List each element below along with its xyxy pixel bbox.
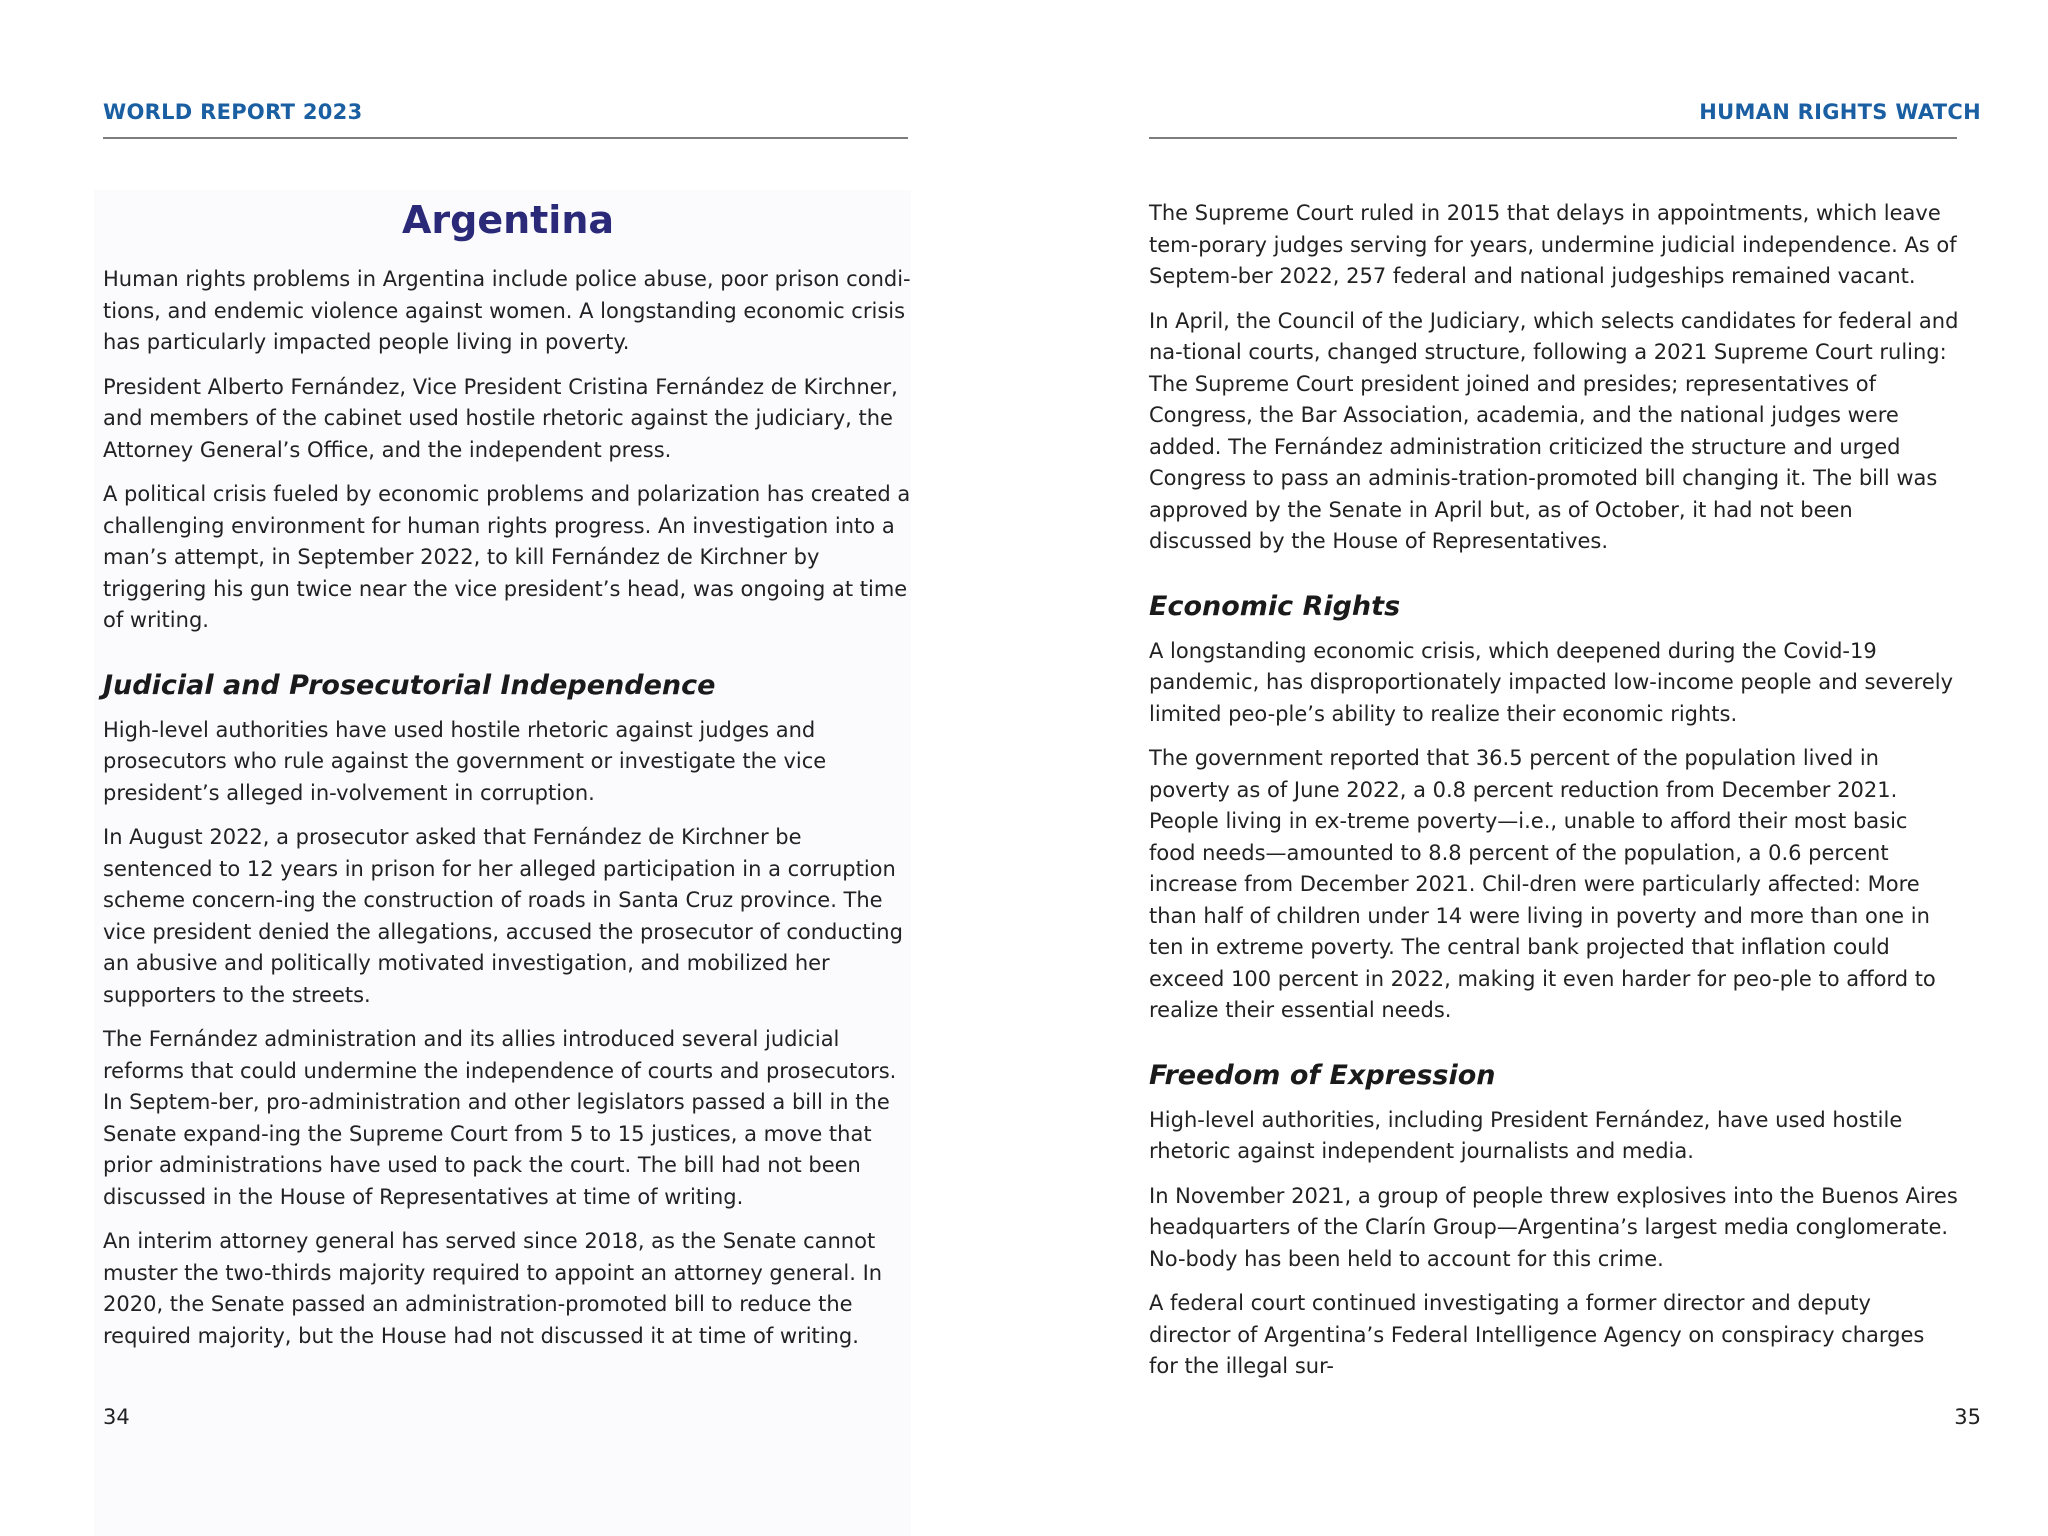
section-heading-judicial: Judicial and Prosecutorial Independence	[103, 669, 716, 701]
intro-paragraph: Human rights problems in Argentina include police abuse, poor prison condi-tions, and endemic violence against women. A longstanding economic crisis has particularly impacted people living in poverty.	[103, 267, 911, 354]
expression-paragraph: High-level authorities, including President Fernández, have used hostile rhetoric against independent journalists and media.	[1149, 1107, 1903, 1163]
running-head-right: HUMAN RIGHTS WATCH	[1699, 100, 1981, 124]
section-heading-economic: Economic Rights	[1149, 590, 1401, 622]
header-rule-right	[1149, 137, 1957, 139]
judicial-paragraph: An interim attorney general has served since 2018, as the Senate cannot muster the two-thirds majority required to appoint an attorney general. In 2020, the Senate passed an administration-promoted bill to reduce the required majority, but the House had not discussed it at time of writing.	[103, 1229, 883, 1348]
page-number-right: 35	[1954, 1405, 1981, 1429]
right-page	[1024, 0, 2048, 1536]
page-number-left: 34	[103, 1405, 130, 1429]
section-heading-expression: Freedom of Expression	[1149, 1059, 1496, 1091]
economic-paragraph: A longstanding economic crisis, which deepened during the Covid-19 pandemic, has disproportionately impacted low-income people and severely limited peo-ple’s ability to realize their economic rights.	[1149, 638, 1954, 726]
judicial-paragraph: The Supreme Court ruled in 2015 that delays in appointments, which leave tem-porary judges serving for years, undermine judicial independence. As of Septem-ber 2022, 257 federal and national judgeships remained vacant.	[1149, 201, 1957, 288]
country-title: Argentina	[401, 198, 615, 242]
expression-paragraph: A federal court continued investigating a former director and deputy director of Argentina’s Federal Intelligence Agency on conspiracy charges for the illegal sur-	[1149, 1291, 1925, 1378]
left-text-column	[103, 192, 913, 1365]
intro-paragraph: President Alberto Fernández, Vice President Cristina Fernández de Kirchner, and members of the cabinet used hostile rhetoric against the judiciary, the Attorney General’s Office, and the independent press.	[103, 374, 898, 462]
intro-paragraph: A political crisis fueled by economic problems and polarization has created a challenging environment for human rights progress. An investigation into a man’s attempt, in September 2022, to kill Fernández de Kirchner by triggering his gun twice near the vice president’s head, was ongoing at time of writing.	[103, 482, 911, 632]
judicial-paragraph: In August 2022, a prosecutor asked that Fernández de Kirchner be sentenced to 12 years in prison for her alleged participation in a corruption scheme concern-ing the construction of roads in Santa Cruz province. The vice president denied the allegations, accused the prosecutor of conducting an abusive and politically motivated investigation, and mobilized her supporters to the streets.	[103, 825, 903, 1007]
judicial-paragraph: In April, the Council of the Judiciary, which selects candidates for federal and na-tional courts, changed structure, following a 2021 Supreme Court ruling: The Supreme Court president joined and presides; representatives of Congress, the Bar Association, academia, and the national judges were added. The Fernández administration criticized the structure and urged Congress to pass an adminis-tration-promoted bill changing it. The bill was approved by the Senate in April but, as of October, it had not been discussed by the House of Representatives.	[1149, 308, 1959, 553]
economic-paragraph: The government reported that 36.5 percent of the population lived in poverty as of June 2022, a 0.8 percent reduction from December 2021. People living in ex-treme poverty—i.e., unable to afford their most basic food needs—amounted to 8.8 percent of the population, a 0.6 percent increase from December 2021. Chil-dren were particularly affected: More than half of children under 14 were living in poverty and more than one in ten in extreme poverty. The central bank projected that inflation could exceed 100 percent in 2022, making it even harder for peo-ple to afford to realize their essential needs.	[1149, 746, 1936, 1022]
judicial-paragraph: The Fernández administration and its allies introduced several judicial reforms that could undermine the independence of courts and prosecutors. In Septem-ber, pro-administration and other legislators passed a bill in the Senate expand-ing the Supreme Court from 5 to 15 justices, a move that prior administrations have used to pack the court. The bill had not been discussed in the House of Representatives at time of writing.	[103, 1027, 897, 1209]
right-text-column	[1149, 198, 1959, 1396]
header-rule-left	[103, 137, 908, 139]
running-head-left: WORLD REPORT 2023	[103, 100, 363, 124]
expression-paragraph: In November 2021, a group of people threw explosives into the Buenos Aires headquarters of the Clarín Group—Argentina’s largest media conglomerate. No-body has been held to account for this crime.	[1149, 1183, 1958, 1271]
judicial-paragraph: High-level authorities have used hostile rhetoric against judges and prosecutors who rule against the government or investigate the vice president’s alleged in-volvement in corruption.	[103, 717, 827, 805]
